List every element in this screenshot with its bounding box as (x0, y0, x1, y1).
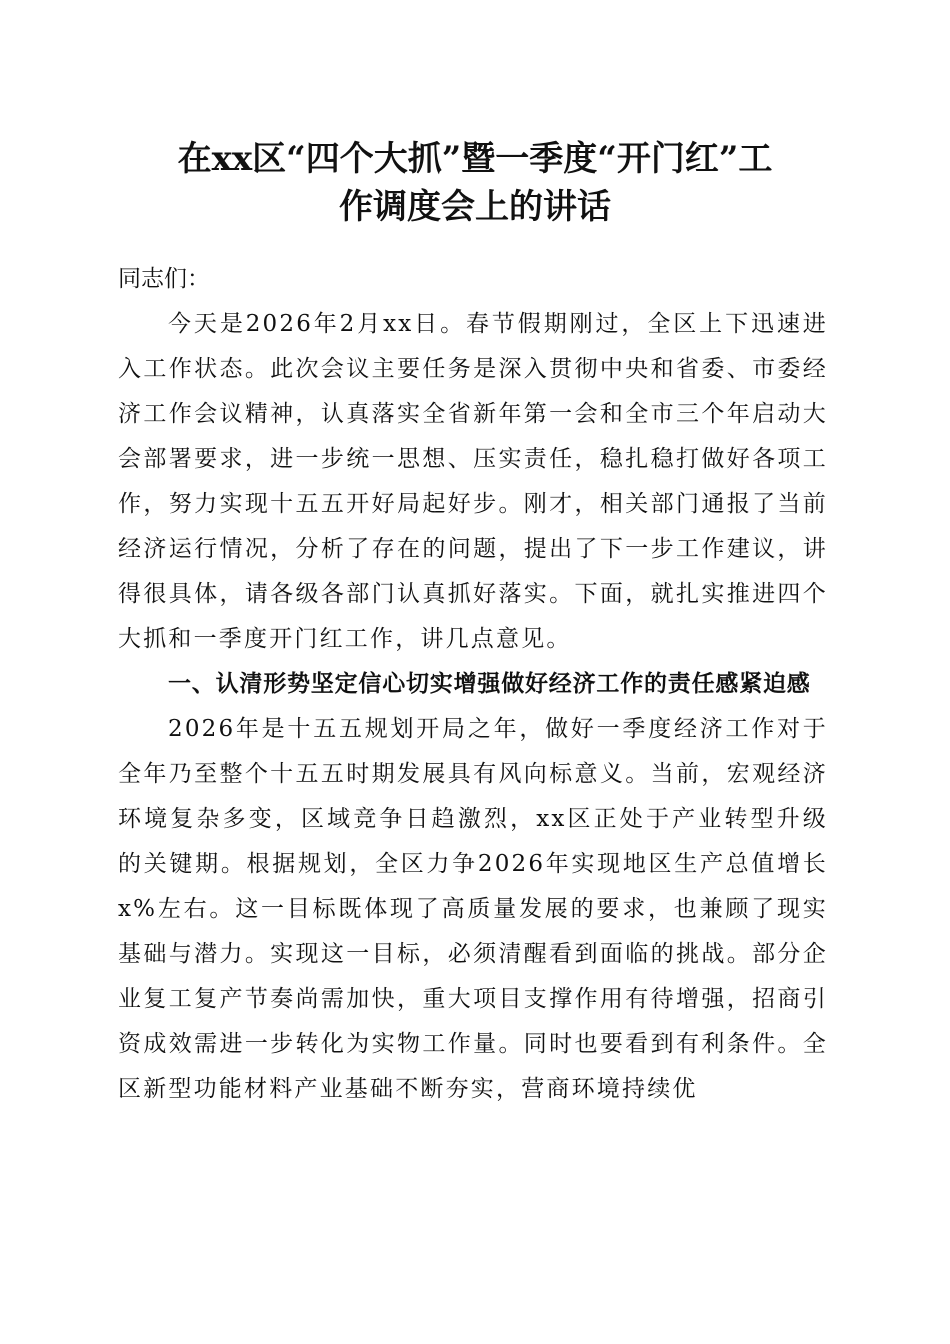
document-body (118, 257, 828, 1112)
section-1-paragraph: 2026年是十五五规划开局之年，做好一季度经济工作对于全年乃至整个十五五时期发展具有风向标意义。当前，宏观经济环境复杂多变，区域竞争日趋激烈，xx区正处于产业转型升级的关键期。根据规划，全区力争2026年实现地区生产总值增长x%左右。这一目标既体现了高质量发展的要求，也兼顾了现实基础与潜力。实现这一目标，必须清醒看到面临的挑战。部分企业复工复产节奏尚需加快，重大项目支撑作用有待增强，招商引资成效需进一步转化为实物工作量。同时也要看到有利条件。全区新型功能材料产业基础不断夯实，营商环境持续优 (118, 716, 828, 1102)
page-title (118, 135, 832, 231)
section-heading-1: 一、认清形势坚定信心切实增强做好经济工作的责任感紧迫感 (168, 671, 811, 697)
opening-paragraph: 今天是2026年2月xx日。春节假期刚过，全区上下迅速进入工作状态。此次会议主要任务是深入贯彻中央和省委、市委经济工作会议精神，认真落实全省新年第一会和全市三个年启动大会部署要求，进一步统一思想、压实责任，稳扎稳打做好各项工作，努力实现十五五开好局起好步。刚才，相关部门通报了当前经济运行情况，分析了存在的问题，提出了下一步工作建议，讲得很具体，请各级各部门认真抓好落实。下面，就扎实推进四个大抓和一季度开门红工作，讲几点意见。 (118, 311, 828, 652)
title-line-2: 作调度会上的讲话 (339, 187, 611, 227)
title-line-1: 在xx区“四个大抓”暨一季度“开门红”工 (177, 139, 773, 179)
salutation: 同志们： (118, 266, 210, 292)
